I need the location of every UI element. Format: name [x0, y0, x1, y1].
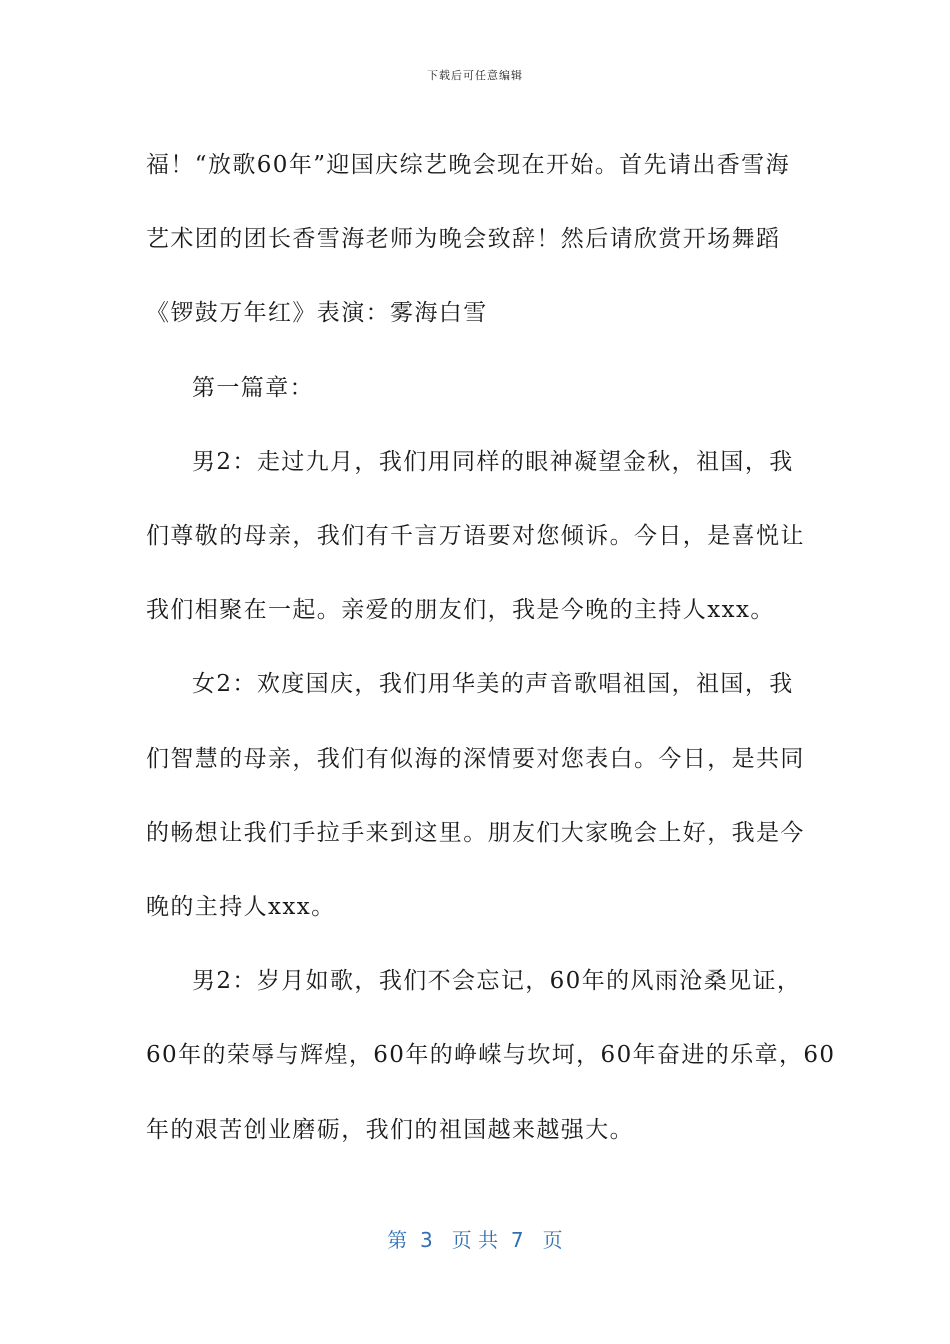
- text-line: 女2：欢度国庆，我们用华美的声音歌唱祖国，祖国，我: [192, 671, 794, 698]
- document-body: [146, 128, 836, 1167]
- text-line: 福！“放歌60年”迎国庆综艺晚会现在开始。首先请出香雪海: [146, 152, 790, 178]
- text-line: 们智慧的母亲，我们有似海的深情要对您表白。今日，是共同: [146, 745, 805, 772]
- text-line: 60年的荣辱与辉煌，60年的峥嵘与坎坷，60年奋进的乐章，60: [146, 1042, 836, 1069]
- text-line: 男2：走过九月，我们用同样的眼神凝望金秋，祖国，我: [192, 448, 794, 475]
- text-line: 们尊敬的母亲，我们有千言万语要对您倾诉。今日，是喜悦让: [146, 523, 805, 550]
- text-line: 晚的主持人xxx。: [146, 894, 336, 921]
- text-line: 的畅想让我们手拉手来到这里。朋友们大家晚会上好，我是今: [146, 819, 805, 846]
- header-note: 下载后可任意编辑: [427, 69, 523, 82]
- text-line: 我们相聚在一起。亲爱的朋友们，我是今晚的主持人xxx。: [146, 597, 775, 624]
- section-heading: 第一篇章：: [192, 374, 314, 401]
- text-line: 男2：岁月如歌，我们不会忘记，60年的风雨沧桑见证，: [192, 968, 802, 995]
- text-line: 《锣鼓万年红》表演：雾海白雪: [146, 300, 488, 327]
- text-line: 艺术团的团长香雪海老师为晚会致辞！然后请欣赏开场舞蹈: [146, 226, 781, 253]
- text-line: 年的艰苦创业磨砺，我们的祖国越来越强大。: [146, 1116, 634, 1143]
- page-number: 第 3 页 共 7 页: [387, 1228, 563, 1252]
